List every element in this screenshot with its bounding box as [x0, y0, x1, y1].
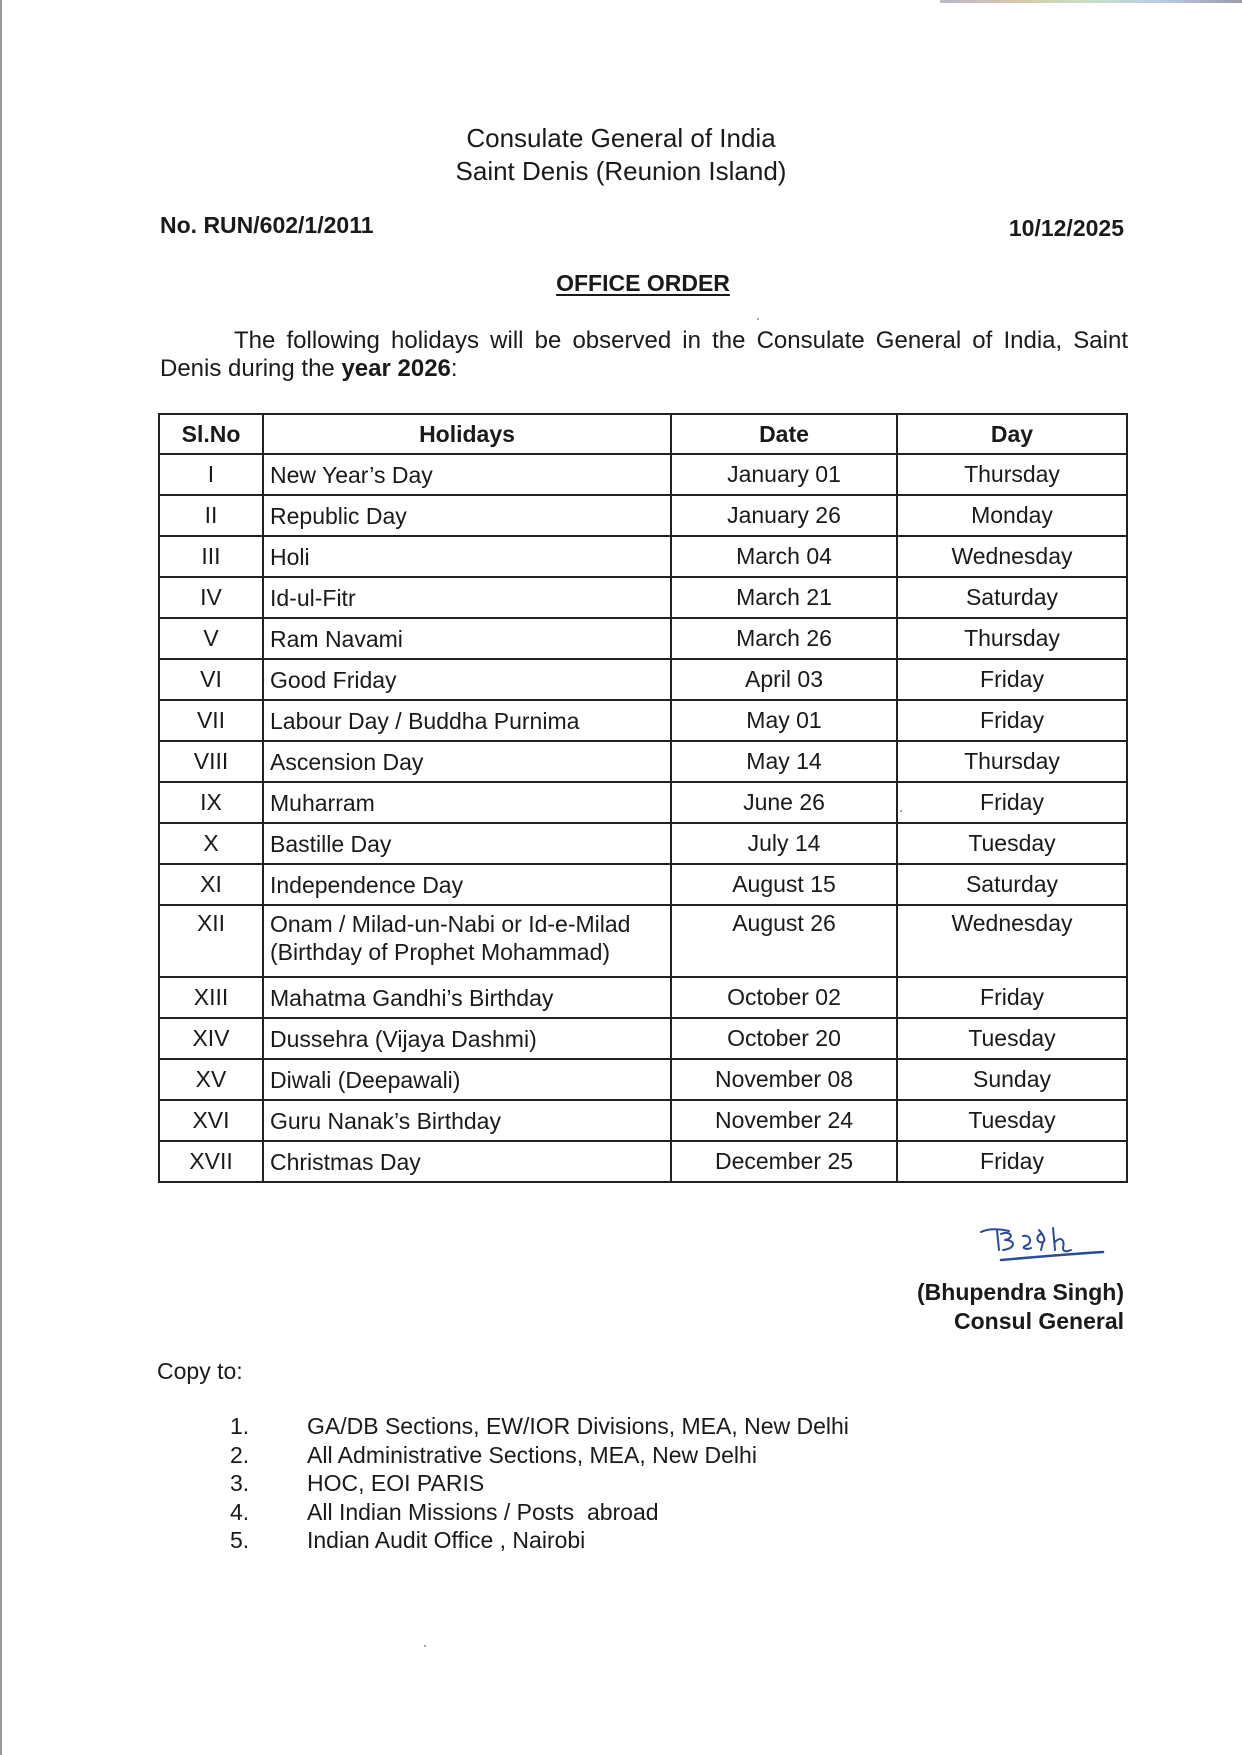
- list-item-text: All Administrative Sections, MEA, New Delhi: [307, 1441, 757, 1468]
- row-day: Saturday: [897, 577, 1127, 618]
- row-holiday: Ram Navami: [263, 618, 671, 659]
- row-day: Thursday: [897, 618, 1127, 659]
- list-item-text: HOC, EOI PARIS: [307, 1470, 485, 1496]
- row-day: Wednesday: [897, 905, 1127, 977]
- row-day: Wednesday: [897, 536, 1127, 577]
- row-holiday: Diwali (Deepawali): [263, 1059, 671, 1100]
- table-row: [159, 864, 1127, 905]
- intro-colon: :: [450, 355, 458, 382]
- row-holiday: Christmas Day: [263, 1141, 671, 1182]
- table-row: [159, 577, 1127, 618]
- row-number: II: [159, 495, 263, 536]
- reference-number: No. RUN/602/1/2011: [160, 212, 374, 238]
- list-item-text: GA/DB Sections, EW/IOR Divisions, MEA, New Delhi: [307, 1413, 849, 1439]
- scan-speck: [757, 318, 759, 320]
- row-day: Saturday: [897, 864, 1127, 905]
- row-number: XIII: [159, 977, 263, 1018]
- table-header-row: [159, 414, 1127, 454]
- row-holiday: Mahatma Gandhi’s Birthday: [263, 977, 671, 1018]
- row-number: XVI: [159, 1100, 263, 1141]
- row-holiday: Labour Day / Buddha Purnima: [263, 700, 671, 741]
- list-item: [230, 1526, 849, 1555]
- row-date: June 26: [671, 782, 897, 823]
- scan-artifact: [940, 0, 1242, 3]
- row-day: Tuesday: [897, 1100, 1127, 1141]
- list-item: [230, 1441, 849, 1470]
- table-row: [159, 536, 1127, 577]
- row-date: November 24: [671, 1100, 897, 1141]
- row-date: March 26: [671, 618, 897, 659]
- signatory-designation: Consul General: [954, 1308, 1124, 1334]
- row-number: IV: [159, 577, 263, 618]
- table-row: [159, 454, 1127, 495]
- row-date: August 26: [671, 905, 897, 977]
- organization-name: Consulate General of India: [466, 123, 776, 153]
- table-row: [159, 1141, 1127, 1182]
- copy-to-label: Copy to:: [157, 1358, 243, 1384]
- row-date: March 04: [671, 536, 897, 577]
- row-number: XIV: [159, 1018, 263, 1059]
- scan-speck: [900, 810, 902, 812]
- row-day: Sunday: [897, 1059, 1127, 1100]
- row-holiday: [263, 905, 671, 977]
- header-day: Day: [897, 414, 1127, 454]
- document-title: OFFICE ORDER: [556, 270, 730, 296]
- row-day: Friday: [897, 782, 1127, 823]
- table-row: [159, 1100, 1127, 1141]
- table-row: [159, 659, 1127, 700]
- row-day: Friday: [897, 977, 1127, 1018]
- list-item: [230, 1412, 849, 1441]
- table-row: [159, 1059, 1127, 1100]
- table-row: [159, 495, 1127, 536]
- organization-location: Saint Denis (Reunion Island): [455, 156, 787, 186]
- table-row: [159, 700, 1127, 741]
- list-item-number: 4.: [230, 1498, 250, 1525]
- list-item-text: Indian Audit Office , Nairobi: [307, 1527, 586, 1553]
- header-date: Date: [671, 414, 897, 454]
- row-holiday: Dussehra (Vijaya Dashmi): [263, 1018, 671, 1059]
- signatory-name: (Bhupendra Singh): [917, 1279, 1124, 1305]
- row-day: Friday: [897, 700, 1127, 741]
- row-number: IX: [159, 782, 263, 823]
- row-date: January 26: [671, 495, 897, 536]
- scan-edge: [0, 0, 2, 1755]
- holiday-table: [158, 413, 1128, 1183]
- row-holiday: Muharram: [263, 782, 671, 823]
- row-holiday: Good Friday: [263, 659, 671, 700]
- row-number: III: [159, 536, 263, 577]
- row-date: August 15: [671, 864, 897, 905]
- row-holiday: Bastille Day: [263, 823, 671, 864]
- row-holiday: Guru Nanak’s Birthday: [263, 1100, 671, 1141]
- row-number: VI: [159, 659, 263, 700]
- row-day: Tuesday: [897, 1018, 1127, 1059]
- row-number: VIII: [159, 741, 263, 782]
- table-row: [159, 977, 1127, 1018]
- row-day: Thursday: [897, 454, 1127, 495]
- row-holiday: Holi: [263, 536, 671, 577]
- row-day: Friday: [897, 1141, 1127, 1182]
- row-date: October 20: [671, 1018, 897, 1059]
- row-number: VII: [159, 700, 263, 741]
- list-item-number: 1.: [230, 1413, 250, 1439]
- row-holiday: Id-ul-Fitr: [263, 577, 671, 618]
- list-item: [230, 1469, 849, 1498]
- intro-text: The following holidays will be observed in the Consulate General of India, Saint Denis during the: [160, 327, 1128, 382]
- row-date: July 14: [671, 823, 897, 864]
- row-holiday-line1: Onam / Milad-un-Nabi or Id-e-Milad: [270, 911, 631, 937]
- table-row: [159, 905, 1127, 977]
- row-number: I: [159, 454, 263, 495]
- row-day: Thursday: [897, 741, 1127, 782]
- intro-year: year 2026: [341, 355, 451, 382]
- document-date: 10/12/2025: [1008, 215, 1124, 241]
- list-item-text: All Indian Missions / Posts abroad: [307, 1498, 659, 1525]
- table-row: [159, 823, 1127, 864]
- row-day: Monday: [897, 495, 1127, 536]
- row-number: XVII: [159, 1141, 263, 1182]
- copy-to-list: [230, 1412, 849, 1555]
- row-date: December 25: [671, 1141, 897, 1182]
- header-sl-no: Sl.No: [159, 414, 263, 454]
- list-item-number: 5.: [230, 1527, 250, 1553]
- signatory-block: [917, 1278, 1124, 1336]
- signature-icon: [975, 1222, 1115, 1272]
- row-holiday: New Year’s Day: [263, 454, 671, 495]
- row-number: XV: [159, 1059, 263, 1100]
- table-row: [159, 782, 1127, 823]
- header-holidays: Holidays: [263, 414, 671, 454]
- row-holiday: Ascension Day: [263, 741, 671, 782]
- row-number: V: [159, 618, 263, 659]
- list-item-number: 3.: [230, 1470, 250, 1496]
- row-date: April 03: [671, 659, 897, 700]
- scan-speck: [424, 1645, 426, 1647]
- row-number: XI: [159, 864, 263, 905]
- row-date: May 14: [671, 741, 897, 782]
- list-item-number: 2.: [230, 1441, 250, 1468]
- row-date: November 08: [671, 1059, 897, 1100]
- row-holiday-line2: (Birthday of Prophet Mohammad): [270, 939, 611, 965]
- row-date: October 02: [671, 977, 897, 1018]
- row-holiday: Republic Day: [263, 495, 671, 536]
- row-date: May 01: [671, 700, 897, 741]
- row-date: January 01: [671, 454, 897, 495]
- table-row: [159, 741, 1127, 782]
- table-row: [159, 618, 1127, 659]
- row-date: March 21: [671, 577, 897, 618]
- table-row: [159, 1018, 1127, 1059]
- row-day: Tuesday: [897, 823, 1127, 864]
- row-holiday: Independence Day: [263, 864, 671, 905]
- row-number: X: [159, 823, 263, 864]
- row-number: XII: [159, 905, 263, 977]
- intro-paragraph: [160, 327, 1128, 383]
- list-item: [230, 1498, 849, 1527]
- row-day: Friday: [897, 659, 1127, 700]
